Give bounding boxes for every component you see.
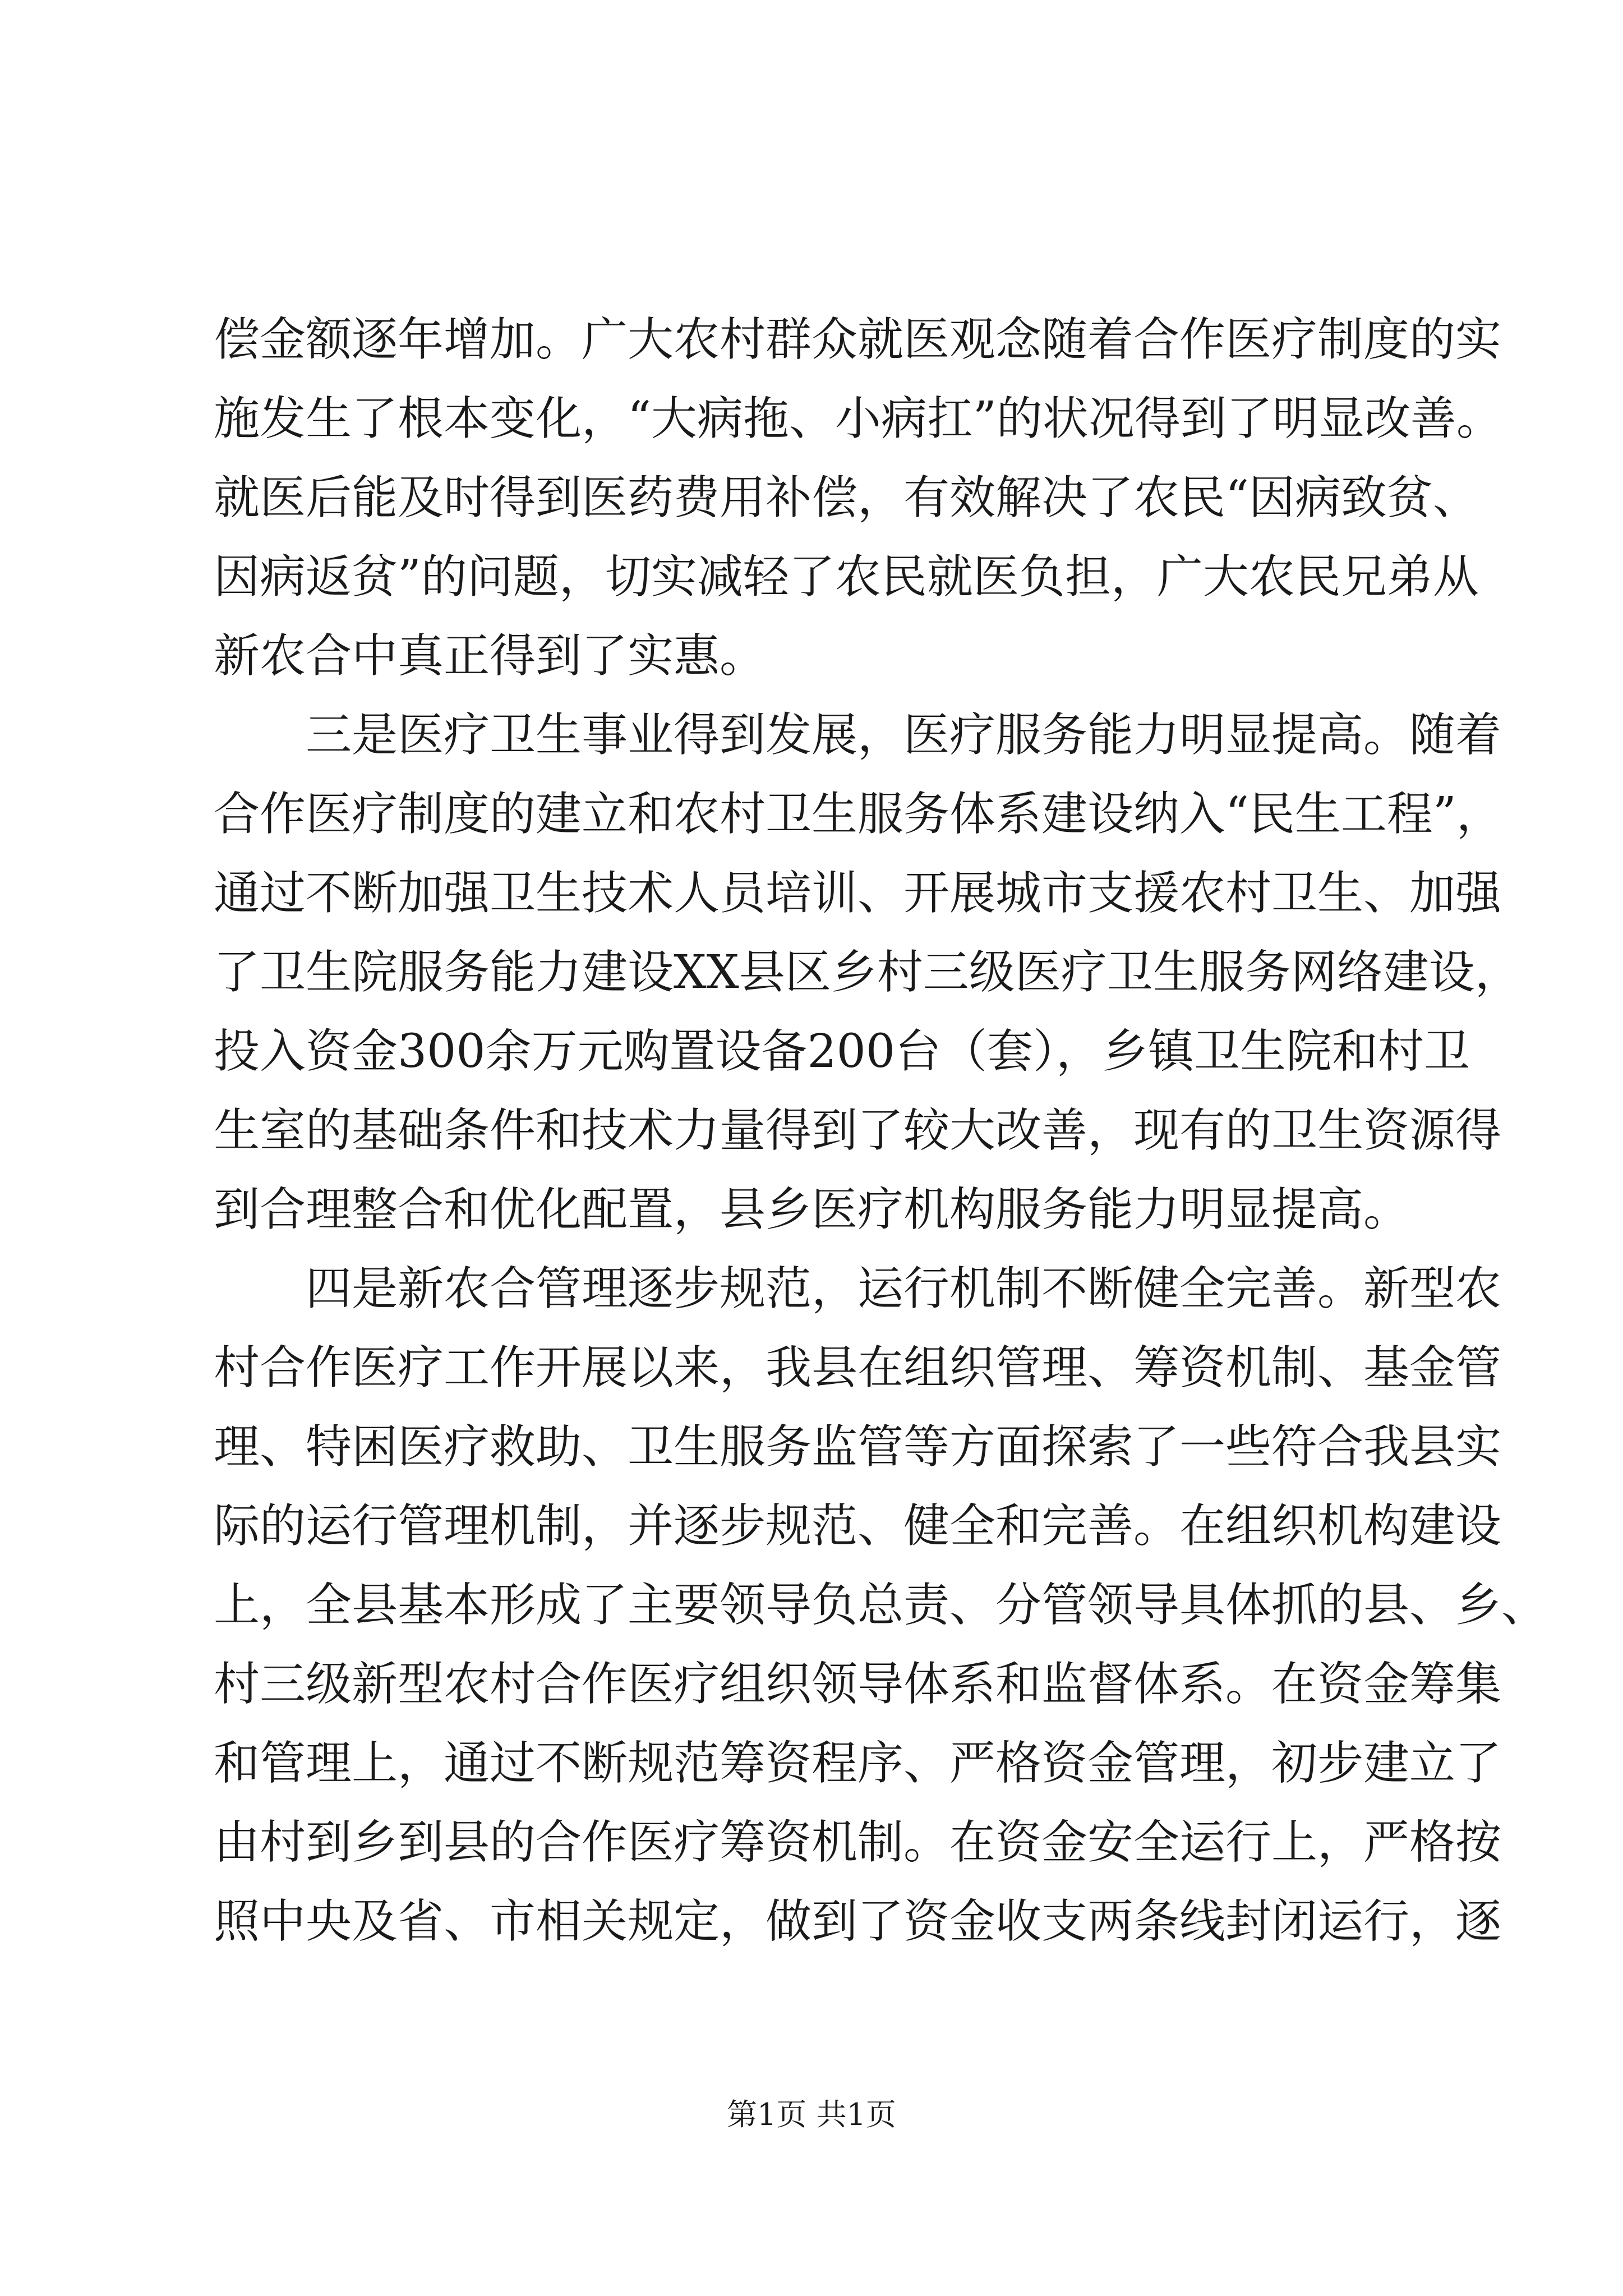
body-line: 了卫生院服务能力建设XX县区乡村三级医疗卫生服务网络建设，: [214, 946, 1521, 999]
body-line: 四是新农合管理逐步规范，运行机制不断健全完善。新型农: [214, 1262, 1502, 1315]
body-line: 新农合中真正得到了实惠。: [214, 629, 766, 683]
body-line: 通过不断加强卫生技术人员培训、开展城市支援农村卫生、加强: [214, 867, 1502, 920]
body-line: 理、特困医疗救助、卫生服务监管等方面探索了一些符合我县实: [214, 1420, 1502, 1474]
body-line: 施发生了根本变化，“大病拖、小病扛”的状况得到了明显改善。: [214, 392, 1502, 445]
body-line: 际的运行管理机制，并逐步规范、健全和完善。在组织机构建设: [214, 1499, 1502, 1553]
body-line: 照中央及省、市相关规定，做到了资金收支两条线封闭运行，逐: [214, 1895, 1502, 1948]
body-line: 村合作医疗工作开展以来，我县在组织管理、筹资机制、基金管: [214, 1341, 1502, 1395]
body-line: 到合理整合和优化配置，县乡医疗机构服务能力明显提高。: [214, 1183, 1410, 1236]
body-line: 投入资金300余万元购置设备200台（套），乡镇卫生院和村卫: [214, 1025, 1470, 1078]
body-line: 上，全县基本形成了主要领导负总责、分管领导具体抓的县、乡、: [214, 1579, 1548, 1632]
body-line: 和管理上，通过不断规范筹资程序、严格资金管理，初步建立了: [214, 1737, 1502, 1790]
body-line: 合作医疗制度的建立和农村卫生服务体系建设纳入“民生工程”，: [214, 788, 1502, 841]
body-line: 因病返贫”的问题，切实减轻了农民就医负担，广大农民兄弟从: [214, 550, 1479, 604]
body-line: 由村到乡到县的合作医疗筹资机制。在资金安全运行上，严格按: [214, 1816, 1502, 1869]
body-line: 三是医疗卫生事业得到发展，医疗服务能力明显提高。随着: [214, 708, 1502, 762]
body-line: 偿金额逐年增加。广大农村群众就医观念随着合作医疗制度的实: [214, 313, 1502, 366]
page-footer: 第1页 共1页: [727, 2097, 896, 2132]
body-line: 村三级新型农村合作医疗组织领导体系和监督体系。在资金筹集: [214, 1658, 1502, 1711]
body-line: 生室的基础条件和技术力量得到了较大改善，现有的卫生资源得: [214, 1104, 1502, 1157]
body-line: 就医后能及时得到医药费用补偿，有效解决了农民“因病致贫、: [214, 471, 1479, 524]
